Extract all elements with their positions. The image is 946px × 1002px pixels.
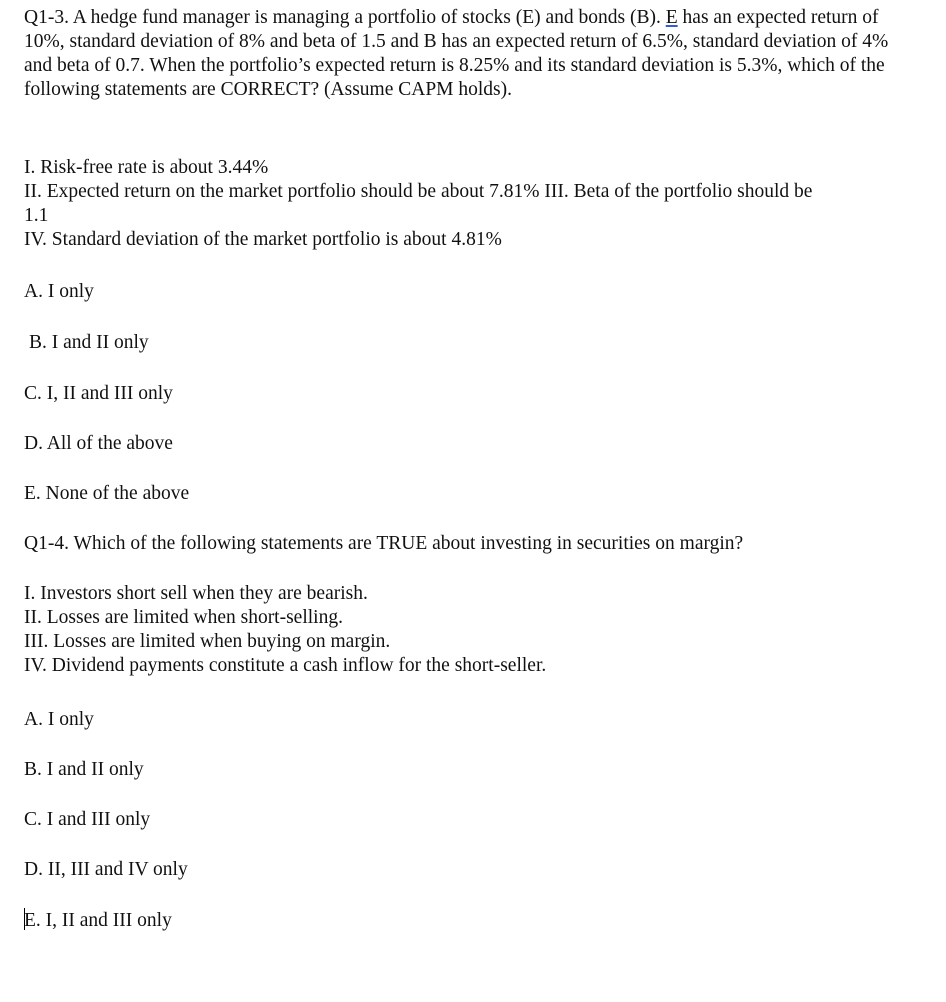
q13-statement-1: I. Risk-free rate is about 3.44% <box>24 157 269 178</box>
q14-statement-2: II. Losses are limited when short-selling. <box>24 607 343 628</box>
q13-stem <box>24 6 904 102</box>
q14-option-e: E. I, II and III only <box>24 910 172 931</box>
q14-statement-1: I. Investors short sell when they are bearish. <box>24 583 368 604</box>
q13-option-b: B. I and II only <box>29 332 149 353</box>
q13-stem-part2: has an expected return of 10%, standard deviation of 8% and beta of 1.5 and B has an expected return of 6.5%, standard deviation of 4% and beta of 0.7. When the portfolio’s expected return is 8.25% and its standard deviation is 5.3%, which of the following statements are CORRECT? (Assume CAPM holds). <box>24 7 889 100</box>
q13-statements <box>24 156 904 252</box>
q14-option-c: C. I and III only <box>24 809 151 830</box>
q13-option-d: D. All of the above <box>24 433 173 454</box>
q13-statement-2-3: II. Expected return on the market portfolio should be about 7.81% III. Beta of the portfolio should be 1.1 <box>24 181 813 226</box>
q13-stem-part1: Q1-3. A hedge fund manager is managing a portfolio of stocks (E) and bonds (B). <box>24 7 666 28</box>
q13-option-e: E. None of the above <box>24 483 190 504</box>
q14-statement-3: III. Losses are limited when buying on margin. <box>24 631 391 652</box>
q14-option-d: D. II, III and IV only <box>24 859 188 880</box>
q13-option-c: C. I, II and III only <box>24 383 173 404</box>
q14-stem: Q1-4. Which of the following statements are TRUE about investing in securities on margin? <box>24 533 744 554</box>
q14-option-a: A. I only <box>24 709 94 730</box>
q14-option-b: B. I and II only <box>24 759 144 780</box>
q14-statement-4: IV. Dividend payments constitute a cash inflow for the short-seller. <box>24 655 547 676</box>
q13-statement-4: IV. Standard deviation of the market portfolio is about 4.81% <box>24 229 502 250</box>
q13-option-a: A. I only <box>24 281 94 302</box>
q13-stem-e-underlined: E <box>665 7 678 28</box>
q14-statements <box>24 582 904 678</box>
